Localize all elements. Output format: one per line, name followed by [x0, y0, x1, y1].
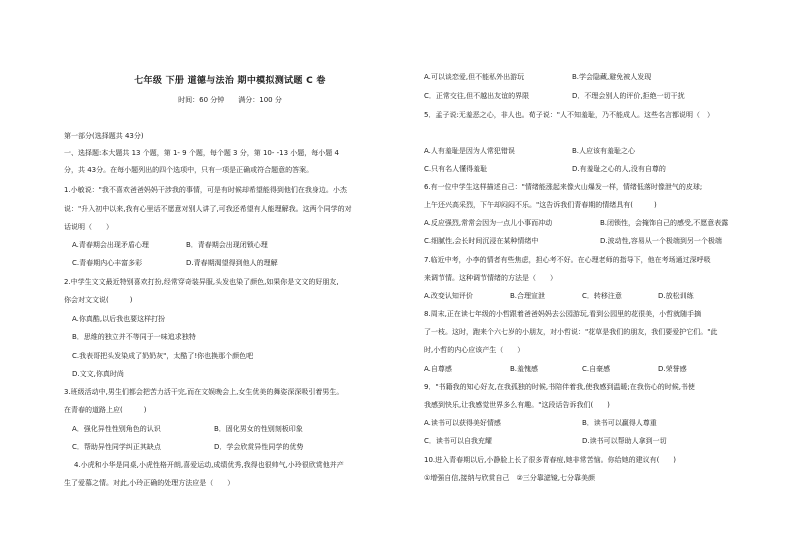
- question-4-option-a: A.可以谈恋爱,但不能私外出游玩: [424, 73, 525, 81]
- exam-info: 时间：60 分钟 满分：100 分: [178, 96, 282, 104]
- instructions-line: 分，共 43分。在每小题列出的四个选项中，只有一项是正确或符合题意的答案。: [64, 166, 314, 174]
- question-5-option-c: C.只有名人懂得羞耻: [424, 165, 488, 173]
- question-5-option-a: A.人有羞耻是因为人常犯错误: [424, 147, 515, 155]
- question-2-option-c: C.我表哥把头发染成了奶奶灰"，太酷了!你也换那个颜色吧: [72, 352, 254, 360]
- question-6-option-d: D.波动性,容易从一个极端到另一个极端: [600, 237, 722, 245]
- question-8-option-a: A.自尊感: [424, 365, 452, 373]
- question-1-text: 说："升入初中以来,我有心里话不愿意对别人讲了,可我还希望有人能理解我。这两个同学的对: [64, 205, 352, 213]
- question-4-text: 4.小虎和小华是同桌,小虎性格开朗,喜爱运动,成绩优秀,我得也很帅气,小玲很欣赏他并产: [74, 461, 344, 469]
- question-6-option-a: A.反应强烈,常常会因为一点儿小事而冲动: [424, 219, 553, 227]
- question-6-text: 上午还兴高采烈，下午却闷闷不乐。"这告诉我们青春期的情绪具有( ): [424, 201, 657, 209]
- page-title: 七年级 下册 道德与法治 期中模拟测试题 C 卷: [134, 76, 326, 86]
- question-10-text: ①增强自信,接纳与欣赏自己 ②三分靠滤镜,七分靠美颜: [424, 474, 596, 482]
- question-2-text: 2.中学生文文最近特别喜欢打扮,经常穿奇装异服,头发也染了颜色,如果你是文文的好朋友,: [64, 278, 339, 286]
- question-7-option-d: D.放松训练: [658, 292, 694, 300]
- question-1-text: 话说明（ ）: [64, 223, 113, 231]
- question-8-text: 时,小哲的内心应该产生（ ）: [424, 346, 525, 354]
- question-9-option-d: D.读书可以帮助人拿到一切: [582, 437, 667, 445]
- question-8-option-b: B.羞愧感: [510, 365, 539, 373]
- question-5-option-d: D.有羞耻之心的人,没有自尊的: [572, 165, 666, 173]
- question-5-text: 5．孟子说:无羞恶之心，非人也。荀子说："人不知羞耻，乃不能成人。这些名言都说明（ ）: [424, 111, 715, 119]
- question-9-option-c: C．读书可以自我充耀: [424, 437, 492, 445]
- question-8-option-c: C.自豪感: [582, 365, 611, 373]
- question-6-option-b: B.闭锁性，会掩饰自己的感受,不愿意表露: [600, 219, 729, 227]
- question-4-text: 生了爱慕之情。对此,小玲正确的处理方法应是（ ）: [64, 479, 235, 487]
- question-8-text: 8.周末,正在读七年级的小哲跟着爸爸妈妈去公园游玩,看到公园里的花很美，小哲就随手摘: [424, 310, 702, 318]
- question-1-option-b: B．青春期会出现闭锁心理: [186, 241, 268, 249]
- question-2-option-d: D.文文,你真时尚: [72, 370, 124, 378]
- question-2-option-a: A.你真酷,以后我也要这样打扮: [72, 315, 166, 323]
- question-9-text: 我感到快乐,让我感觉世界多么有趣。"这段话告诉我们( ): [424, 401, 610, 409]
- question-1-option-a: A.青春期会出现矛盾心理: [72, 241, 149, 249]
- question-9-option-a: A.读书可以获得美好情感: [424, 419, 501, 427]
- question-4-option-d: D．不理会别人的评价,拒绝一切干扰: [572, 92, 685, 100]
- question-8-option-d: D.荣誉感: [658, 365, 687, 373]
- question-9-text: 9．"书籍我的知心好友,在我孤独的时候,书陪伴着我,使我感到温暖;在我伤心的时候,书使: [424, 383, 695, 391]
- question-3-option-a: A．强化异性性别角色的认识: [72, 425, 161, 433]
- instructions-line: 一、选择题:本大题共 13 个题，第 1- 9 个题，每个题 3 分，第 10- -13 小题，每小题 4: [64, 149, 339, 157]
- question-2-option-b: B．思维的独立并不等同于一味追求独特: [72, 333, 196, 341]
- question-3-text: 在青春的道路上应( ): [64, 406, 147, 414]
- question-8-text: 了一枝。这时，跑来个六七岁的小朋友，对小哲说："花草是我们的朋友，我们要爱护它们。"此: [424, 328, 718, 336]
- question-6-text: 6.有一位中学生这样描述自己："情绪能涨起来像火山爆发一样，情绪低落时像泄气的皮球;: [424, 183, 703, 191]
- question-3-option-c: C．帮助异性同学纠正其缺点: [72, 443, 161, 451]
- section-heading: 第一部分(选择题共 43分): [64, 132, 144, 140]
- question-3-option-d: D．学会欣赏异性同学的优势: [214, 443, 304, 451]
- question-7-option-a: A.改变认知评价: [424, 292, 473, 300]
- question-7-option-c: C．转移注意: [582, 292, 622, 300]
- question-2-text: 你会对文文说( ): [64, 296, 133, 304]
- question-1-option-c: C.青春期内心丰富多彩: [72, 259, 143, 267]
- question-7-text: 7.临近中考，小李的情者有些焦虑，担心考不好。在心理老师的指导下，他在考场通过深呼吸: [424, 256, 711, 264]
- question-6-option-c: C.细腻性,会长时间沉浸在某种情绪中: [424, 237, 539, 245]
- question-3-text: 3.班级活动中,男生们都会把苦力活干完,而在文娱晚会上,女生优美的舞姿深深吸引着男生。: [64, 388, 344, 396]
- question-7-text: 来调节情。这种调节情绪的方法是（ ）: [424, 274, 557, 282]
- question-5-option-b: B.人应该有羞耻之心: [572, 147, 636, 155]
- question-4-option-c: C．正常交往,但不越出友谊的界限: [424, 92, 530, 100]
- question-9-option-b: B．读书可以赢得人尊重: [582, 419, 657, 427]
- question-10-text: 10.进入青春期以后,小静脸上长了很多青春痘,她非常苦恼。你给她的建议有( ): [424, 456, 677, 464]
- question-4-option-b: B.学会隐藏,避免被人发现: [572, 73, 652, 81]
- question-7-option-b: B.合理宣泄: [510, 292, 546, 300]
- question-3-option-b: B．固化男女的性别刻板印象: [214, 425, 303, 433]
- question-1-option-d: D.青春期渴望得到他人的理解: [186, 259, 278, 267]
- question-1-text: 1.小敏说："我不喜欢爸爸妈妈干涉我的事情，可是有时候却希望能得到他们在我身边。小杰: [64, 186, 347, 194]
